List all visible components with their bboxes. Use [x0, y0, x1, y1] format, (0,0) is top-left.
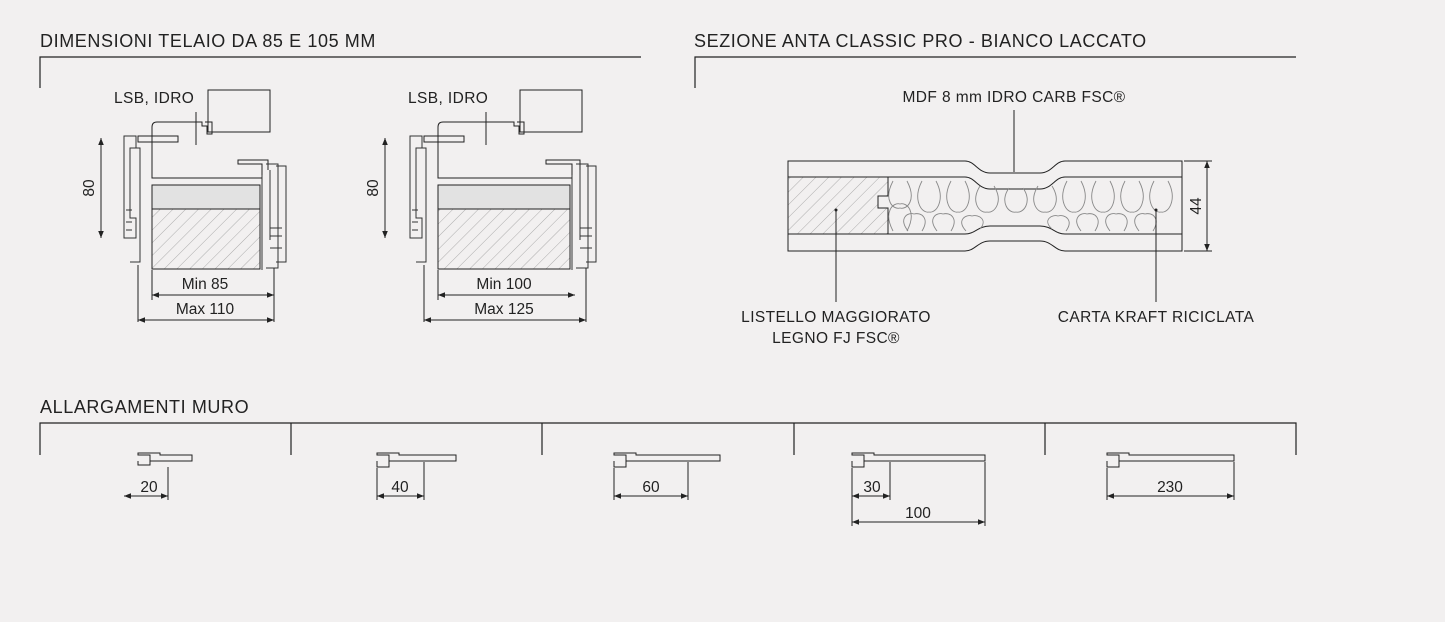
left-architrave-outer — [410, 136, 422, 238]
left-architrave-outer — [124, 136, 136, 238]
max-dim-value: Max 110 — [175, 301, 235, 318]
strip-label-line1: LISTELLO MAGGIORATO — [741, 309, 931, 326]
strip-leader-dot — [835, 209, 838, 212]
left-architrave-inner — [416, 148, 426, 262]
strip-label-line2: LEGNO FJ FSC® — [772, 330, 900, 347]
right-clip-lines — [270, 228, 282, 248]
extension-profile-20 — [124, 453, 192, 500]
extensions-title: ALLARGAMENTI MURO — [40, 397, 250, 417]
kraft-label: CARTA KRAFT RICICLATA — [1057, 309, 1255, 326]
right-jamb-lines — [572, 170, 580, 270]
stop-strip — [424, 136, 464, 142]
mdf-label: MDF 8 mm IDRO CARB FSC® — [902, 89, 1126, 106]
jamb-top-profile — [438, 122, 524, 137]
extension-profile-30-100 — [852, 453, 985, 526]
wall-section — [152, 209, 260, 269]
frame-drawing-2 — [365, 90, 596, 322]
left-architrave-inner — [130, 148, 140, 262]
right-jamb-lines — [262, 170, 270, 270]
frame-drawing-1 — [81, 90, 286, 322]
min-dim-value: Min 100 — [476, 276, 532, 293]
jamb-top-profile — [152, 122, 212, 137]
height-dim-value: 80 — [365, 179, 382, 197]
wall-section — [438, 209, 570, 269]
extension-profile-40 — [377, 453, 456, 500]
strip-section — [788, 177, 888, 234]
extension-profile-60 — [614, 453, 720, 500]
wall-block — [208, 90, 270, 132]
extension-dim-value: 40 — [391, 479, 409, 496]
stop-strip — [138, 136, 178, 142]
right-clip-lines — [580, 228, 592, 248]
frame-section-rule — [40, 57, 641, 88]
door-section-title: SEZIONE ANTA CLASSIC PRO - BIANCO LACCATO — [694, 31, 1147, 51]
max-dim-value: Max 125 — [474, 301, 534, 318]
frame-dimensions-section — [40, 31, 641, 322]
extensions-dividers — [291, 423, 1045, 455]
extension-dim-value: 30 — [863, 479, 881, 496]
extension-dim-value: 60 — [642, 479, 660, 496]
right-architrave-outer — [576, 164, 588, 268]
wall-block — [520, 90, 582, 132]
frame-section-title: DIMENSIONI TELAIO DA 85 E 105 MM — [40, 31, 376, 51]
left-clip-lines — [412, 210, 418, 230]
jamb-profile — [152, 137, 268, 178]
extensions-rule — [40, 423, 1296, 455]
left-clip-lines — [126, 210, 132, 230]
kraft-leader-dot — [1155, 209, 1158, 212]
extensions-section — [40, 397, 1296, 526]
jamb-profile — [438, 137, 580, 178]
extension-dim-value: 230 — [1157, 479, 1183, 496]
extension-dim-value: 20 — [140, 479, 158, 496]
min-dim-value: Min 85 — [181, 276, 229, 293]
extension-total-dim-value: 100 — [905, 505, 931, 522]
height-dim-value: 80 — [81, 179, 98, 197]
seal-label: LSB, IDRO — [408, 90, 489, 107]
door-section-rule — [695, 57, 1296, 88]
extension-profile-230 — [1107, 453, 1234, 500]
door-section-section — [694, 31, 1296, 347]
right-architrave-outer — [266, 164, 278, 268]
frame-grey-band — [152, 185, 260, 209]
seal-label: LSB, IDRO — [114, 90, 195, 107]
frame-grey-band — [438, 185, 570, 209]
thickness-dim-value: 44 — [1188, 197, 1205, 215]
